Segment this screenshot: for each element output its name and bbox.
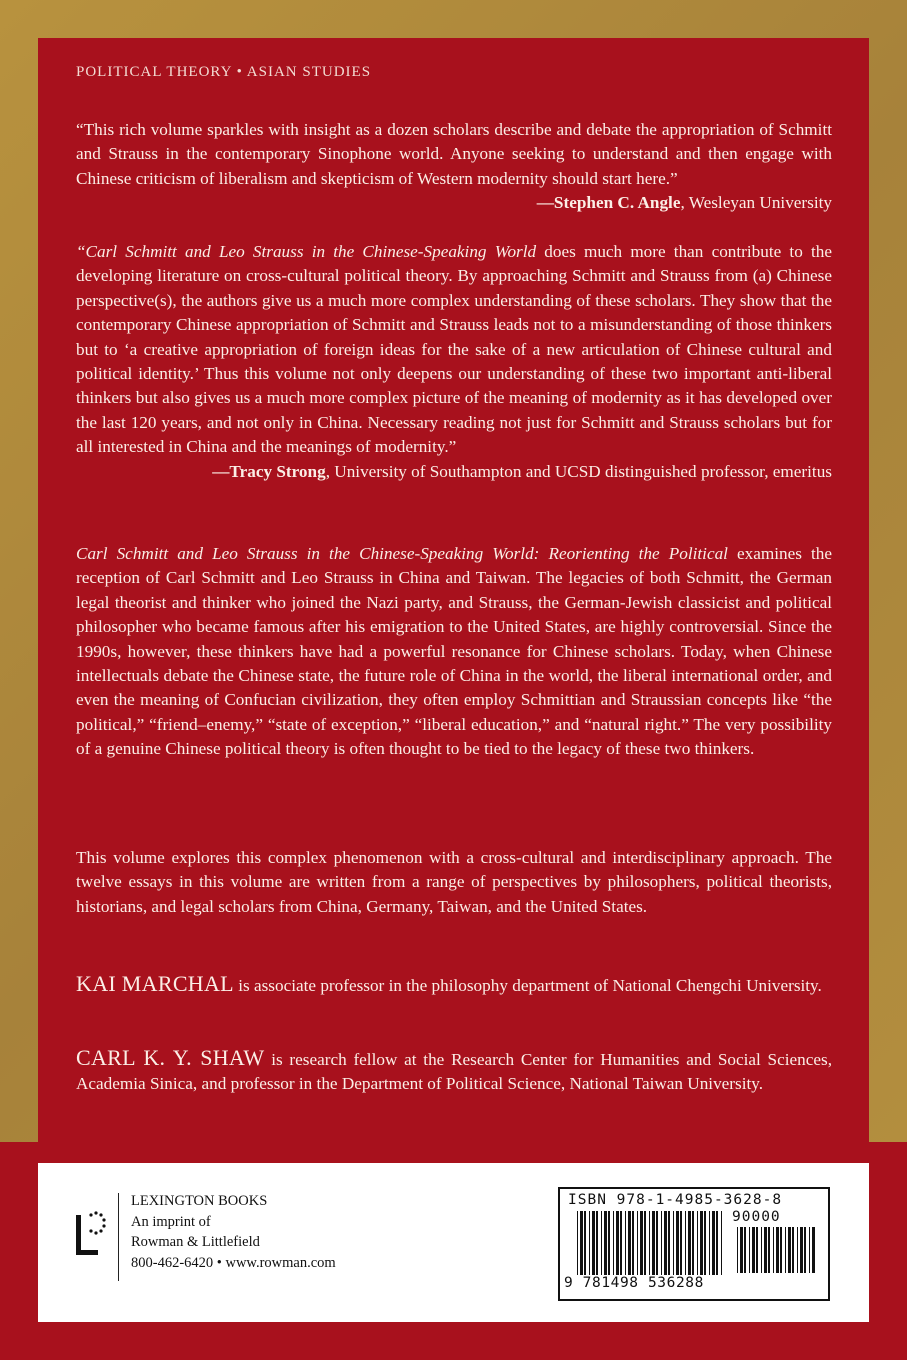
barcode-bar (716, 1211, 718, 1275)
publisher-contact: 800-462-6420 • www.rowman.com (131, 1254, 336, 1271)
attribution-affiliation: , University of Southampton and UCSD distinguished professor, emeritus (325, 461, 832, 481)
barcode-bar (628, 1211, 631, 1275)
publisher-name: LEXINGTON BOOKS (131, 1193, 268, 1209)
quote-text: does much more than contribute to the developing literature on cross-cultural political theory. By approaching Schmitt and Strauss from (a) Chinese perspective(s), the authors give us a much more complex understanding of these scholars. They show that the contemporary Chinese appropriation of Schmitt and Strauss leads not to a misunderstanding of those thinkers but to ‘a creative appropriation of foreign ideas for the sake of a new articulation of Chinese cultural and political identity.’ Thus this volume not only deepens our understanding of these two important anti-liberal thinkers but also gives us a much more complex picture of the meaning of modernity as it has developed over the last 120 years, and not only in China. Necessary reading not just for Schmitt and Strauss scholars but for all interested in China and the meanings of modernity.” (76, 242, 832, 457)
barcode-bar (608, 1211, 610, 1275)
barcode-bar (700, 1211, 703, 1275)
quote-attribution (537, 191, 832, 215)
back-cover-panel (38, 38, 869, 1142)
author-bio: is research fellow at the Research Center for Humanities and Social Sciences, Academia Sinica, and professor in the Department of Political Science, National Taiwan University. (76, 1050, 832, 1094)
barcode-bar (601, 1211, 602, 1275)
barcode-bar (797, 1227, 798, 1273)
barcode-bar (804, 1227, 806, 1273)
price-code: 90000 (732, 1209, 781, 1225)
barcode-bar (692, 1211, 694, 1275)
barcode-bar (640, 1211, 643, 1275)
barcode-bar (580, 1211, 583, 1275)
barcode-bar (620, 1211, 622, 1275)
barcode-bar (721, 1211, 722, 1275)
barcode-bar (785, 1227, 786, 1273)
quote-book-title: “Carl Schmitt and Leo Strauss in the Chinese-Speaking World (76, 242, 537, 261)
category-label: POLITICAL THEORY • ASIAN STUDIES (76, 64, 372, 80)
barcode-bar (776, 1227, 779, 1273)
barcode-bar (685, 1211, 686, 1275)
barcode-bar (644, 1211, 646, 1275)
quote-attribution (76, 460, 832, 484)
isbn-barcode (558, 1187, 830, 1301)
barcode-bar (668, 1211, 670, 1275)
publisher-info (131, 1191, 336, 1273)
author-bio-marchal (76, 972, 832, 998)
barcode-bar (809, 1227, 810, 1273)
barcode-bar (616, 1211, 619, 1275)
publisher-barcode-box (38, 1163, 869, 1322)
description-paragraph-2: This volume explores this complex phenomenon with a cross-cultural and interdisciplinary approach. The twelve essays in this volume are written from a range of perspectives by philosophers, political theorists, historians, and legal scholars from China, Germany, Taiwan, and the United States. (76, 848, 832, 916)
attribution-name: —Tracy Strong (212, 461, 326, 481)
endorsement-strong (76, 240, 832, 484)
barcode-bar (764, 1227, 767, 1273)
price-barcode-bars (736, 1227, 818, 1273)
ean-digits: 9 781498 536288 (564, 1275, 704, 1291)
barcode-bar (596, 1211, 598, 1275)
quote-text: “This rich volume sparkles with insight as a dozen scholars describe and debate the appropriation of Schmitt and Strauss in the contemporary Sinophone world. Anyone seeking to understand and then engage with Chinese criticism of liberalism and skepticism of Western modernity should start here.” (76, 120, 832, 188)
endorsement-angle (76, 118, 832, 216)
author-bio: is associate professor in the philosophy department of National Chengchi University. (233, 976, 822, 995)
barcode-bar (744, 1227, 746, 1273)
barcode-bar (584, 1211, 586, 1275)
barcode-bar (589, 1211, 590, 1275)
barcode-bar (637, 1211, 638, 1275)
ean-barcode-bars (576, 1211, 724, 1275)
barcode-bar (761, 1227, 762, 1273)
barcode-bar (577, 1211, 578, 1275)
barcode-bar (709, 1211, 710, 1275)
barcode-bar (704, 1211, 706, 1275)
barcode-bar (652, 1211, 655, 1275)
barcode-bar (688, 1211, 691, 1275)
lexington-logo-icon (76, 1203, 106, 1263)
imprint-line: An imprint of (131, 1213, 211, 1230)
isbn-text: ISBN 978-1-4985-3628-8 (568, 1192, 783, 1208)
barcode-bar (661, 1211, 662, 1275)
barcode-bar (792, 1227, 794, 1273)
barcode-bar (613, 1211, 614, 1275)
barcode-bar (773, 1227, 774, 1273)
author-name: KAI MARCHAL (76, 971, 234, 996)
barcode-bar (788, 1227, 791, 1273)
barcode-bar (697, 1211, 698, 1275)
barcode-bar (649, 1211, 650, 1275)
barcode-bar (740, 1227, 743, 1273)
barcode-bar (656, 1211, 658, 1275)
attribution-name: —Stephen C. Angle (536, 193, 681, 213)
barcode-bar (812, 1227, 815, 1273)
author-name: CARL K. Y. SHAW (76, 1045, 265, 1070)
author-bio-shaw (76, 1046, 832, 1097)
logo-divider (118, 1193, 119, 1281)
parent-publisher: Rowman & Littlefield (131, 1234, 260, 1250)
description-paragraph-1 (76, 542, 832, 762)
barcode-bar (664, 1211, 667, 1275)
barcode-bar (676, 1211, 679, 1275)
barcode-bar (712, 1211, 715, 1275)
barcode-bar (768, 1227, 770, 1273)
attribution-affiliation: , Wesleyan University (680, 193, 832, 213)
barcode-bar (673, 1211, 674, 1275)
barcode-bar (780, 1227, 782, 1273)
barcode-bar (632, 1211, 634, 1275)
barcode-bar (737, 1227, 738, 1273)
barcode-bar (749, 1227, 750, 1273)
description-text: examines the reception of Carl Schmitt and Leo Strauss in China and Taiwan. The legacies of both Schmitt, the German legal theorist and thinker who joined the Nazi party, and Strauss, the German-Jewish classicist and political philosopher who became famous after his emigration to the United States, are highly controversial. Since the 1990s, however, these thinkers have had a powerful resonance for Chinese scholars. Today, when Chinese intellectuals debate the Chinese state, the future role of China in the world, the liberal international order, and even the meaning of Confucian civilization, they often employ Schmittian and Straussian concepts like “the political,” “friend–enemy,” “state of exception,” “liberal education,” and “natural right.” The very possibility of a genuine Chinese political theory is often thought to be tied to the legacy of these two thinkers. (76, 544, 832, 759)
barcode-bar (752, 1227, 755, 1273)
barcode-bar (800, 1227, 803, 1273)
barcode-bar (756, 1227, 758, 1273)
barcode-bar (680, 1211, 682, 1275)
barcode-bar (604, 1211, 607, 1275)
barcode-bar (625, 1211, 626, 1275)
barcode-bar (592, 1211, 595, 1275)
book-title: Carl Schmitt and Leo Strauss in the Chinese-Speaking World: Reorienting the Political (76, 544, 728, 563)
